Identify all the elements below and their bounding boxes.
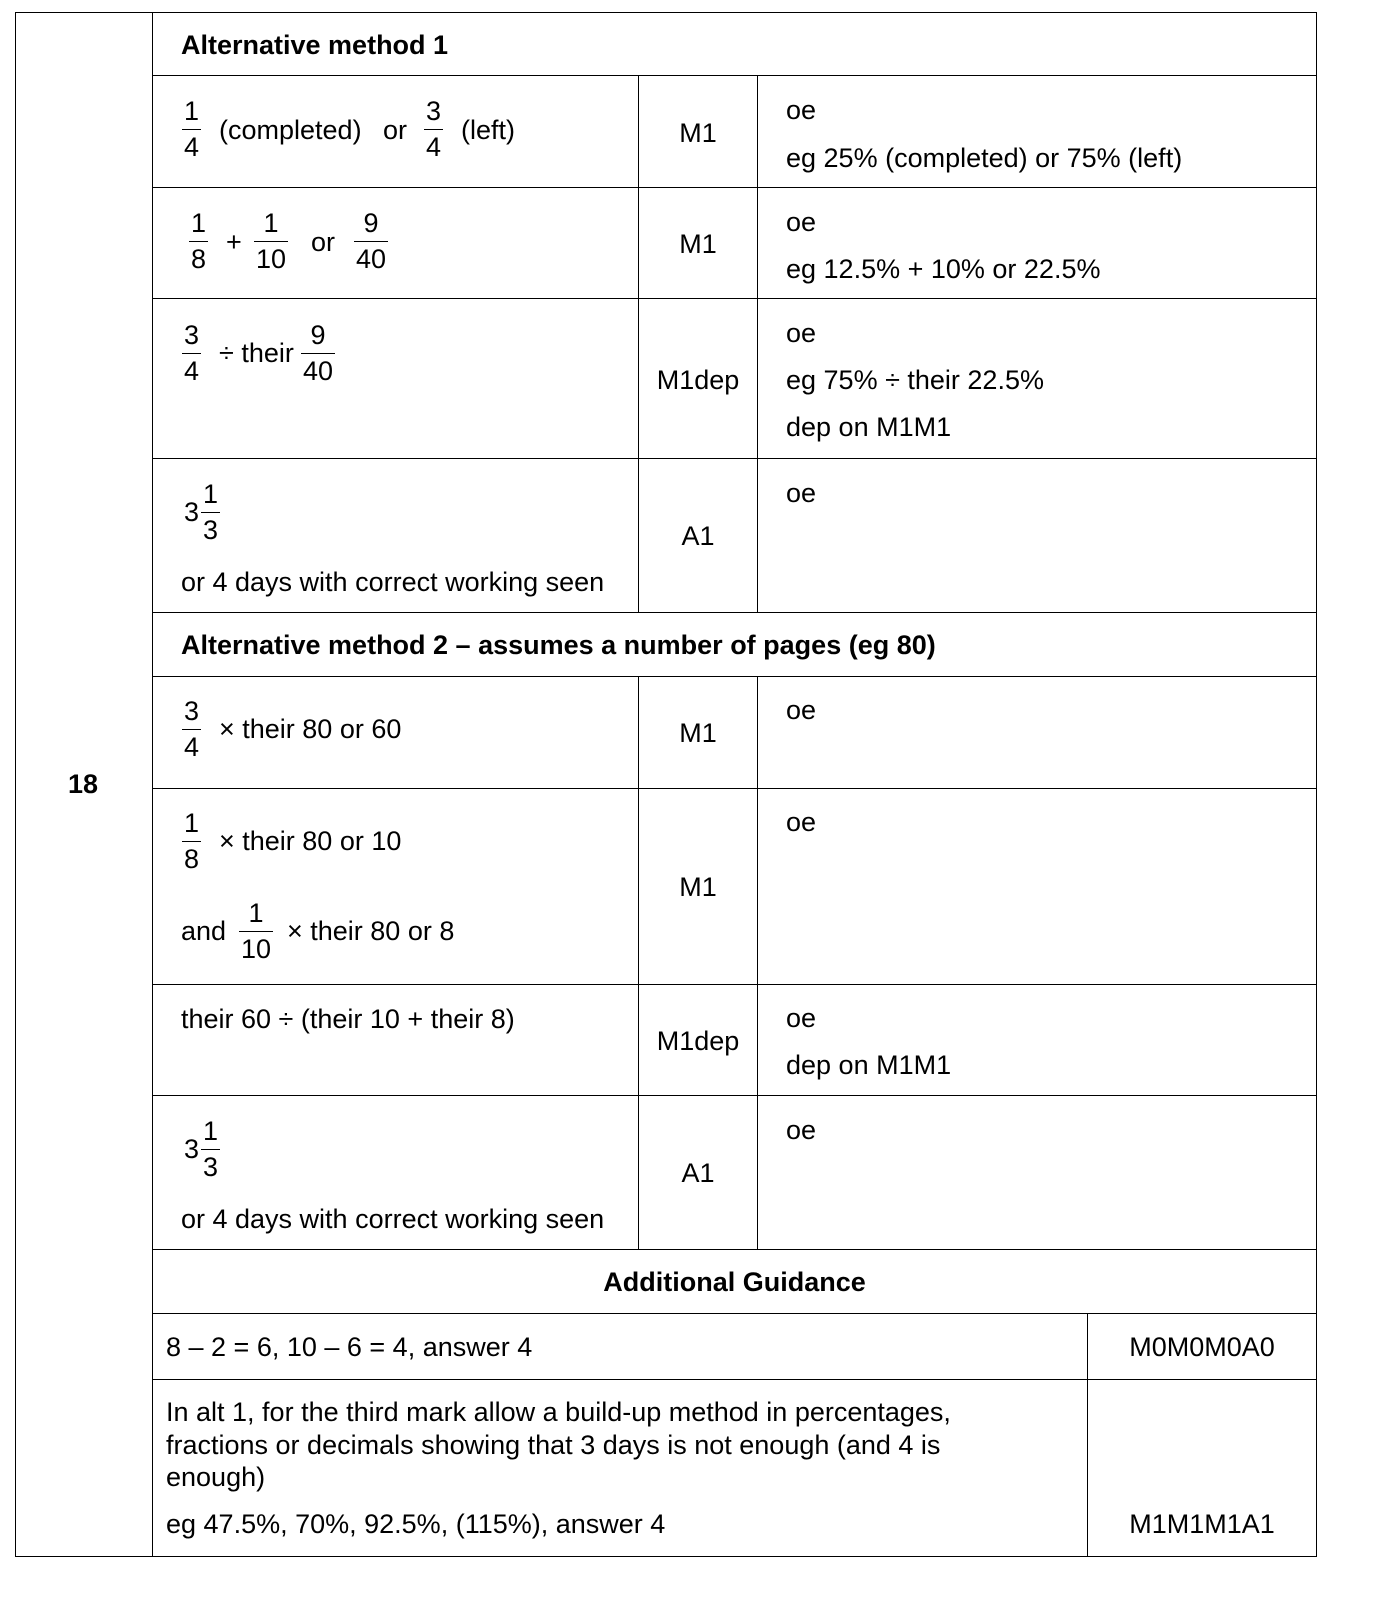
comment: oe [786, 95, 817, 125]
comment: oe [786, 807, 817, 837]
fraction: 1 4 [184, 96, 200, 162]
comment: oe [786, 695, 817, 725]
comment: eg 25% (completed) or 75% (left) [786, 143, 1183, 173]
working-text: or 4 days with correct working seen [181, 1204, 605, 1234]
mark: M1dep [656, 1026, 740, 1056]
fraction: 1 10 [256, 208, 287, 274]
working-text: × their 80 or 60 [219, 714, 402, 744]
mark: M1 [679, 229, 717, 259]
mark: M1 [679, 718, 717, 748]
fraction: 9 40 [303, 320, 334, 386]
mark: A1 [681, 521, 715, 551]
guidance-mark: M0M0M0A0 [1129, 1332, 1275, 1362]
comment: oe [786, 207, 817, 237]
mark: M1dep [656, 365, 740, 395]
guidance-text: enough) [166, 1462, 266, 1492]
comment: oe [786, 318, 817, 348]
comment: dep on M1M1 [786, 412, 952, 442]
comment: oe [786, 1003, 817, 1033]
working-text: and [181, 916, 227, 946]
comment: eg 12.5% + 10% or 22.5% [786, 254, 1101, 284]
mixed-number-whole: 3 [184, 497, 200, 527]
comment: eg 75% ÷ their 22.5% [786, 365, 1044, 395]
fraction: 9 40 [356, 208, 387, 274]
working-text: or [311, 227, 336, 257]
working-text: × their 80 or 8 [287, 916, 455, 946]
mixed-number-whole: 3 [184, 1134, 200, 1164]
working-text: (completed) [219, 115, 362, 145]
comment: oe [786, 1115, 817, 1145]
mark: M1 [679, 872, 717, 902]
guidance-text: fractions or decimals showing that 3 days is not enough (and 4 is [166, 1430, 941, 1460]
guidance-text: eg 47.5%, 70%, 92.5%, (115%), answer 4 [166, 1509, 666, 1539]
fraction: 1 8 [184, 808, 200, 874]
working-text: (left) [461, 115, 515, 145]
working-text: or 4 days with correct working seen [181, 567, 605, 597]
fraction: 3 4 [184, 696, 200, 762]
working-text: ÷ their [219, 338, 294, 368]
alt1-heading: Alternative method 1 [181, 30, 449, 60]
working-text: or [383, 115, 408, 145]
guidance-mark: M1M1M1A1 [1129, 1509, 1275, 1539]
working-text: × their 80 or 10 [219, 826, 402, 856]
mark: M1 [679, 118, 717, 148]
question-number: 18 [68, 769, 99, 799]
fraction: 1 3 [203, 479, 219, 545]
fraction: 1 8 [191, 208, 207, 274]
fraction: 3 4 [184, 320, 200, 386]
comment: oe [786, 478, 817, 508]
fraction: 3 4 [426, 96, 442, 162]
guidance-text: In alt 1, for the third mark allow a build-up method in percentages, [166, 1397, 951, 1427]
fraction: 1 3 [203, 1116, 219, 1182]
alt2-heading: Alternative method 2 – assumes a number of pages (eg 80) [181, 630, 936, 660]
working-text: + [226, 227, 242, 257]
fraction: 1 10 [241, 898, 272, 964]
comment: dep on M1M1 [786, 1050, 952, 1080]
guidance-heading: Additional Guidance [603, 1267, 866, 1297]
working-text: their 60 ÷ (their 10 + their 8) [181, 1004, 515, 1034]
guidance-text: 8 – 2 = 6, 10 – 6 = 4, answer 4 [166, 1332, 533, 1362]
mark: A1 [681, 1158, 715, 1188]
